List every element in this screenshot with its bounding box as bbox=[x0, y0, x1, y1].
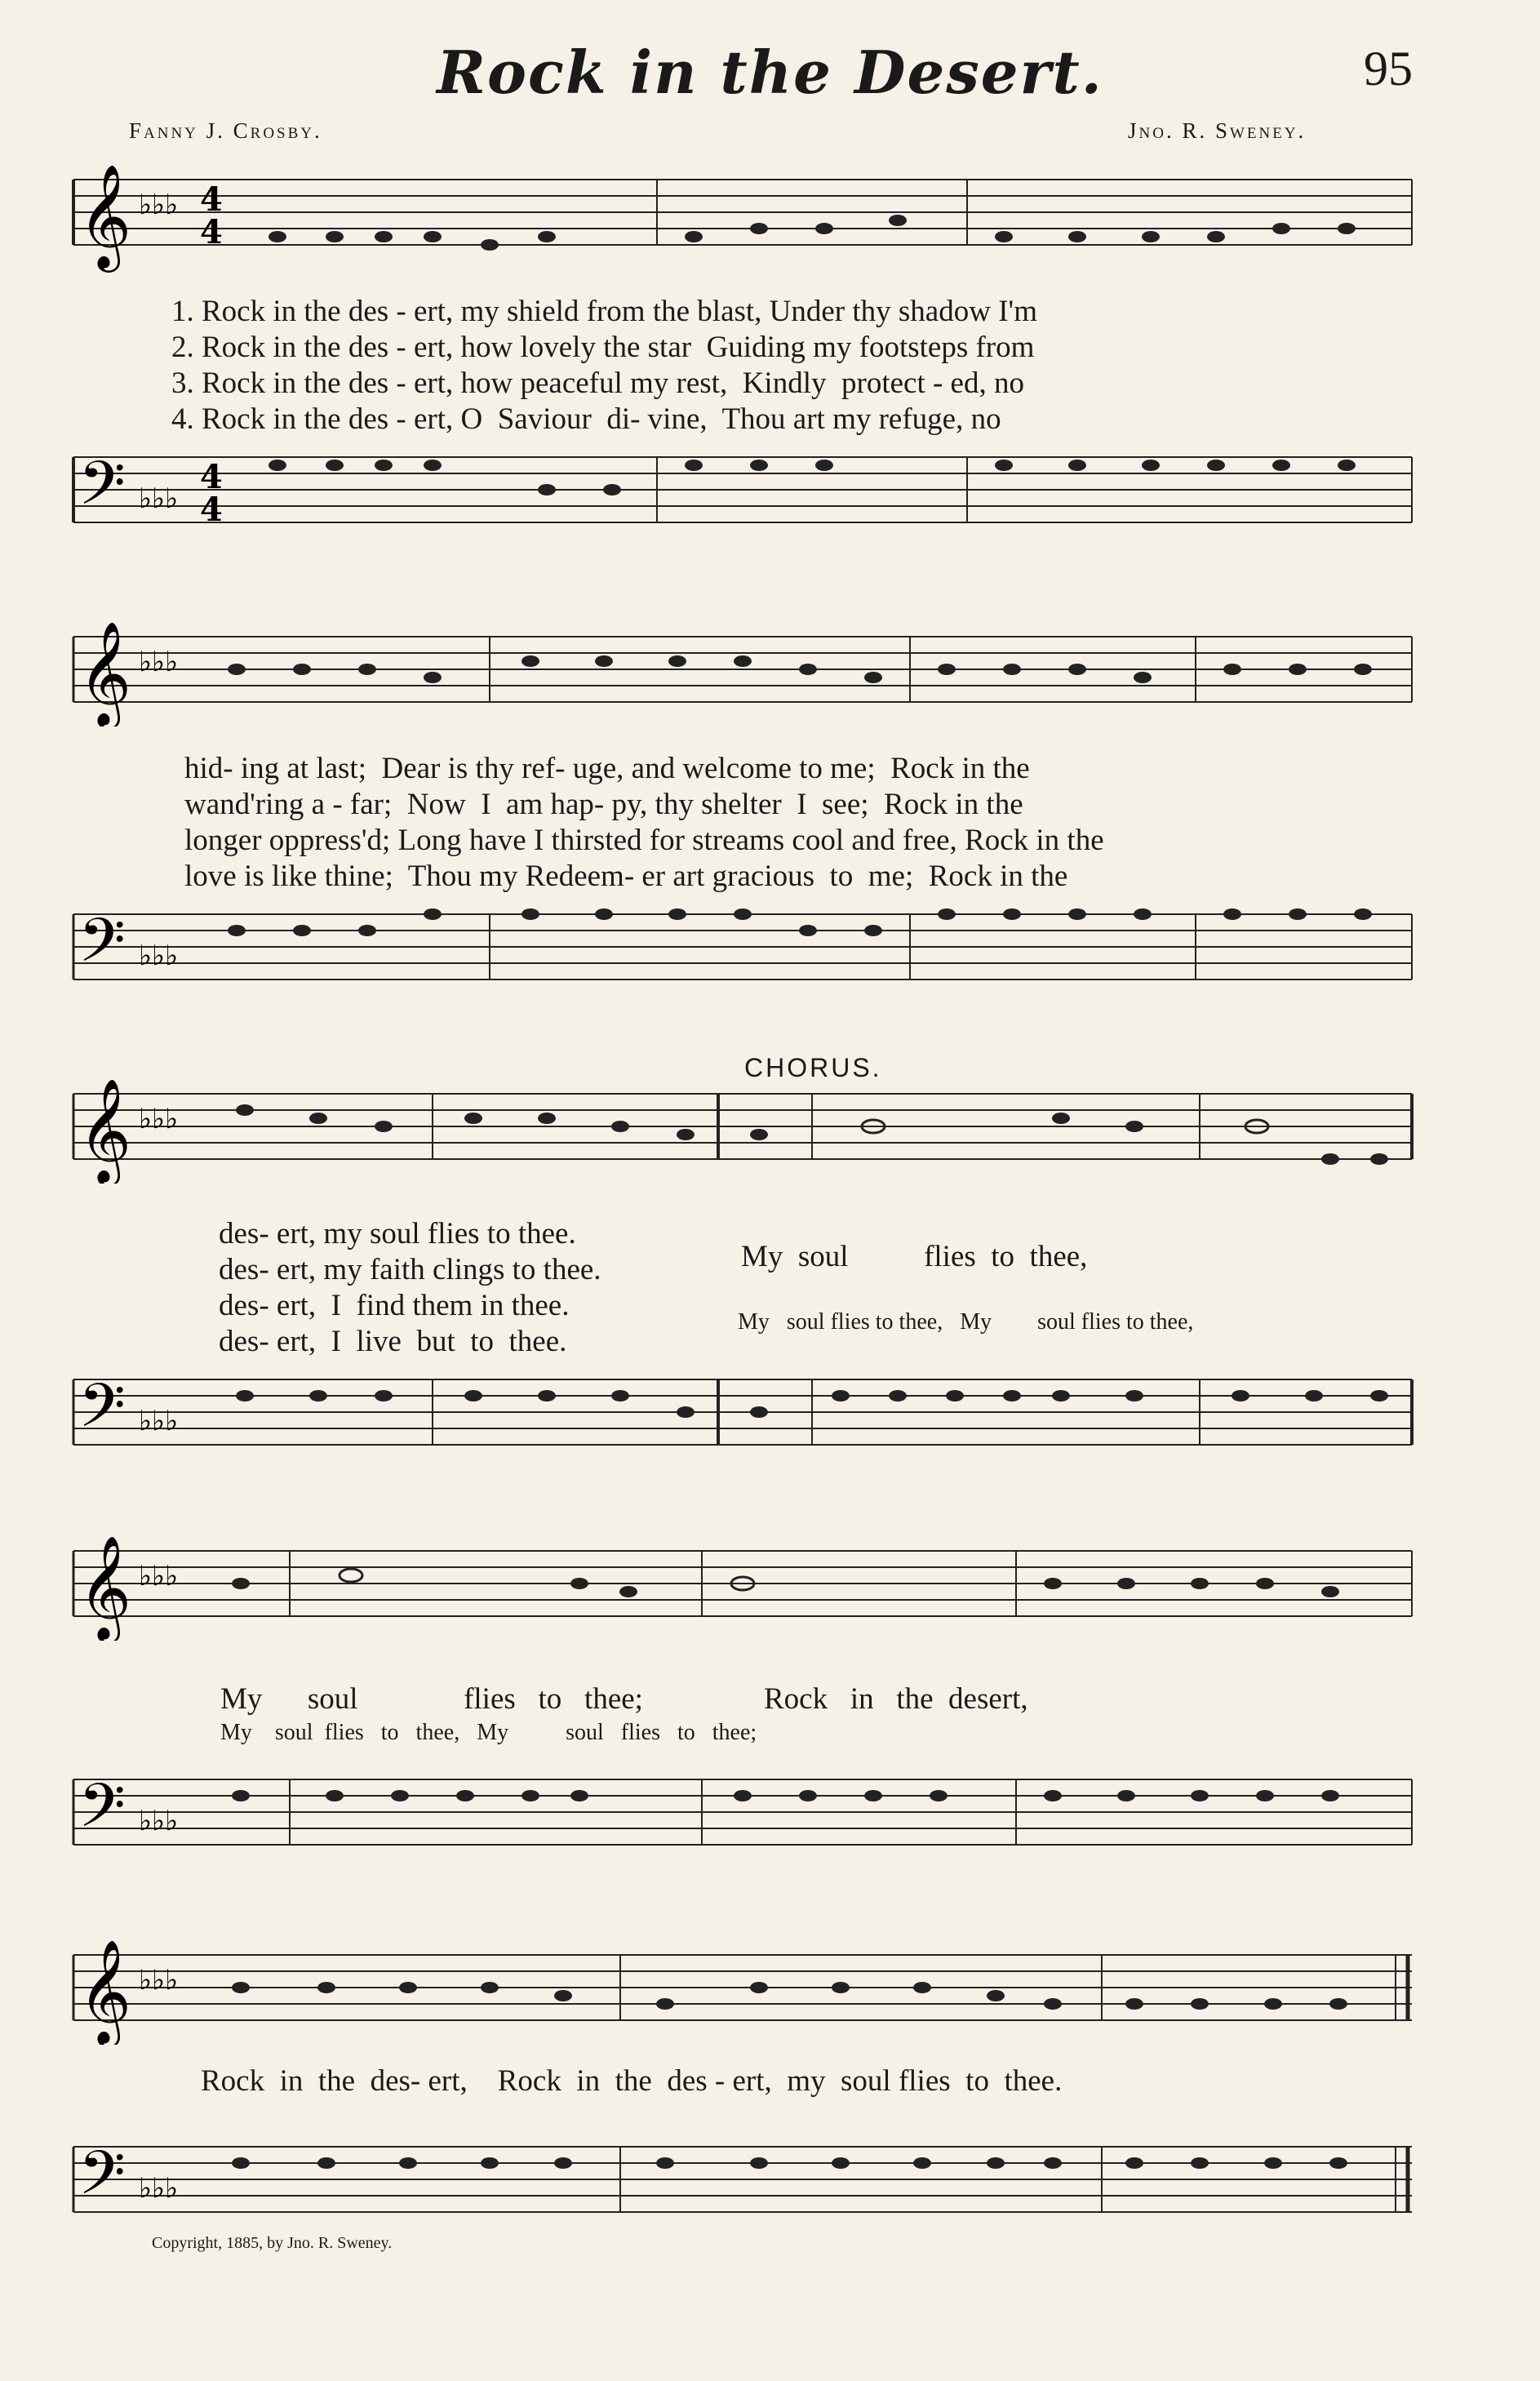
svg-text:𝄢: 𝄢 bbox=[78, 1370, 126, 1456]
chorus-line-1-lower: My soul flies to thee, My soul flies to thee, bbox=[738, 1309, 1194, 1335]
svg-text:4: 4 bbox=[200, 213, 223, 251]
system-1-bass-staff bbox=[57, 441, 1428, 563]
page-number: 95 bbox=[1364, 42, 1413, 96]
treble-staff-lines bbox=[57, 1077, 1428, 1184]
system-5-treble-staff bbox=[57, 1939, 1428, 2045]
system-3-treble-staff bbox=[57, 1077, 1428, 1184]
svg-text:4: 4 bbox=[200, 180, 223, 219]
composer-credit: Jno. R. Sweney. bbox=[1128, 118, 1307, 143]
svg-text:♭♭♭: ♭♭♭ bbox=[139, 646, 179, 678]
verse-1-line: hid- ing at last; Dear is thy ref- uge, and welcome to me; Rock in the bbox=[184, 752, 1030, 785]
svg-text:𝄞: 𝄞 bbox=[78, 1939, 132, 2043]
chorus-label: CHORUS. bbox=[744, 1053, 882, 1082]
svg-text:♭♭♭: ♭♭♭ bbox=[139, 1805, 179, 1837]
svg-text:𝄞: 𝄞 bbox=[78, 1535, 132, 1639]
verse-1-ending: des- ert, my soul flies to thee. bbox=[219, 1217, 576, 1250]
svg-text:𝄞: 𝄞 bbox=[78, 620, 132, 725]
svg-text:♭♭♭: ♭♭♭ bbox=[139, 1405, 179, 1437]
svg-text:♭♭♭: ♭♭♭ bbox=[139, 1964, 179, 1997]
verse-2-line: 2. Rock in the des - ert, how lovely the star Guiding my footsteps from bbox=[171, 331, 1035, 364]
svg-text:4: 4 bbox=[200, 458, 223, 496]
svg-text:♭♭♭: ♭♭♭ bbox=[139, 189, 179, 221]
verse-3-line: 3. Rock in the des - ert, how peaceful my rest, Kindly protect - ed, no bbox=[171, 366, 1024, 400]
bass-staff-lines bbox=[57, 1363, 1428, 1469]
treble-staff-lines bbox=[57, 1535, 1428, 1641]
verse-3-line: longer oppress'd; Long have I thirsted for streams cool and free, Rock in the bbox=[184, 824, 1104, 857]
treble-staff-lines bbox=[57, 620, 1428, 726]
svg-text:𝄢: 𝄢 bbox=[78, 905, 126, 991]
verses-part3 bbox=[219, 1216, 601, 1360]
chorus-line-1-upper: My soul flies to thee, bbox=[741, 1240, 1088, 1273]
svg-text:♭♭♭: ♭♭♭ bbox=[139, 2172, 179, 2205]
verse-1-line: 1. Rock in the des - ert, my shield from the blast, Under thy shadow I'm bbox=[171, 295, 1037, 328]
bass-staff-lines bbox=[57, 2130, 1428, 2237]
verse-2-line: wand'ring a - far; Now I am hap- py, thy shelter I see; Rock in the bbox=[184, 788, 1023, 821]
verse-4-ending: des- ert, I live but to thee. bbox=[219, 1325, 567, 1358]
chorus-line-2-upper: My soul flies to thee; Rock in the desert, bbox=[220, 1682, 1028, 1716]
system-4-treble-staff bbox=[57, 1535, 1428, 1641]
verses-part1 bbox=[171, 294, 1037, 438]
chorus-line-3: Rock in the des- ert, Rock in the des - ert, my soul flies to thee. bbox=[201, 2064, 1063, 2098]
lyricist-credit: Fanny J. Crosby. bbox=[129, 118, 322, 143]
bass-staff-lines bbox=[57, 898, 1428, 1004]
svg-text:𝄢: 𝄢 bbox=[78, 448, 126, 534]
svg-text:𝄢: 𝄢 bbox=[78, 1770, 126, 1856]
bass-staff-lines bbox=[57, 1763, 1428, 1869]
system-3-bass-staff bbox=[57, 1363, 1428, 1469]
copyright-notice: Copyright, 1885, by Jno. R. Sweney. bbox=[152, 2234, 393, 2252]
hymn-title: Rock in the Desert. bbox=[437, 38, 1103, 107]
treble-staff-lines bbox=[57, 1939, 1428, 2045]
svg-text:𝄢: 𝄢 bbox=[78, 2138, 126, 2223]
system-2-bass-staff bbox=[57, 898, 1428, 1004]
svg-text:𝄞: 𝄞 bbox=[78, 163, 132, 268]
verse-3-ending: des- ert, I find them in thee. bbox=[219, 1289, 570, 1322]
svg-text:♭♭♭: ♭♭♭ bbox=[139, 940, 179, 972]
svg-text:♭♭♭: ♭♭♭ bbox=[139, 482, 179, 515]
verse-4-line: love is like thine; Thou my Redeem- er art gracious to me; Rock in the bbox=[184, 860, 1068, 893]
bass-staff-lines bbox=[57, 441, 1428, 563]
system-5-bass-staff bbox=[57, 2130, 1428, 2237]
verse-2-ending: des- ert, my faith clings to thee. bbox=[219, 1253, 601, 1286]
svg-text:♭♭♭: ♭♭♭ bbox=[139, 1103, 179, 1135]
svg-text:♭♭♭: ♭♭♭ bbox=[139, 1560, 179, 1593]
system-4-bass-staff bbox=[57, 1763, 1428, 1869]
system-2-treble-staff bbox=[57, 620, 1428, 726]
svg-text:𝄞: 𝄞 bbox=[78, 1077, 132, 1182]
treble-staff-lines bbox=[57, 163, 1428, 286]
verses-part2 bbox=[184, 751, 1104, 895]
chorus-line-2-lower: My soul flies to thee, My soul flies to thee; bbox=[220, 1720, 757, 1745]
svg-text:4: 4 bbox=[200, 491, 223, 529]
verse-4-line: 4. Rock in the des - ert, O Saviour di- vine, Thou art my refuge, no bbox=[171, 402, 1001, 436]
system-1-treble-staff bbox=[57, 163, 1428, 286]
